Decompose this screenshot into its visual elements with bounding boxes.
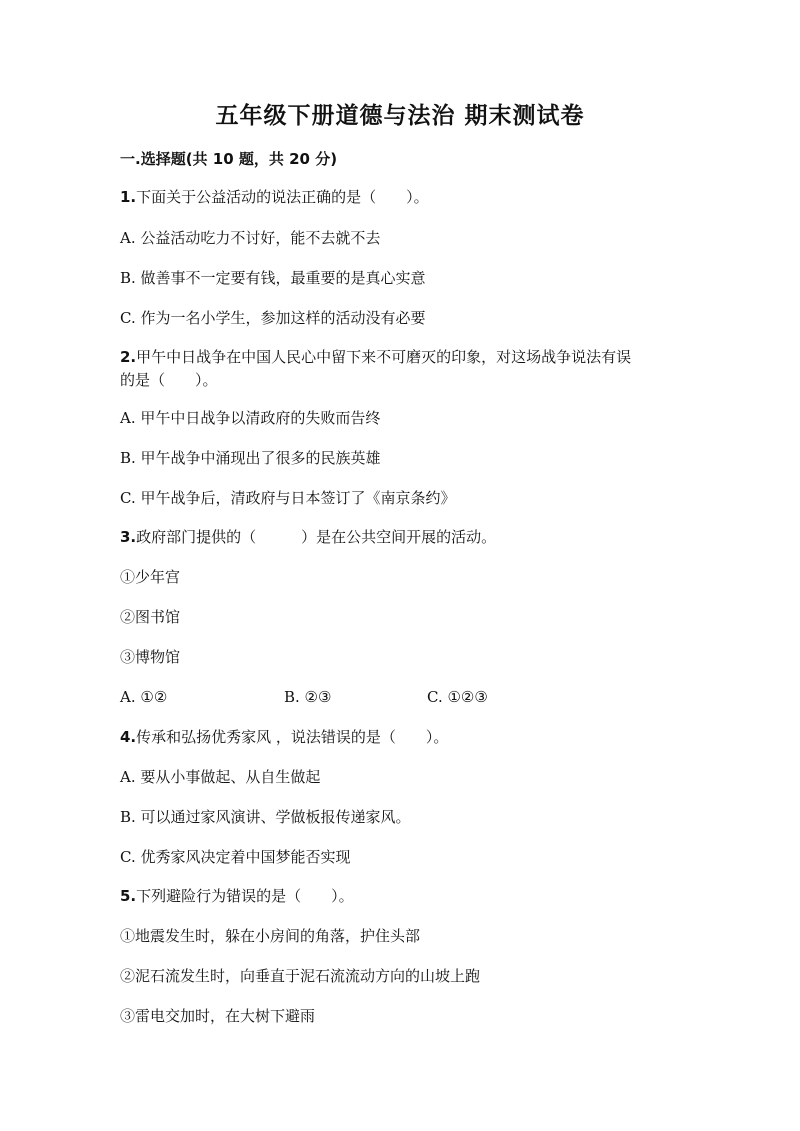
- question-number: 5.: [120, 887, 137, 905]
- question-3: [120, 527, 496, 548]
- question-number: 2.: [120, 348, 137, 366]
- question-2-option-a: A. 甲午中日战争以清政府的失败而告终: [120, 409, 381, 427]
- section-heading: 一.选择题(共 10 题，共 20 分): [120, 150, 338, 168]
- question-number: 1.: [120, 188, 137, 206]
- question-4: [120, 727, 448, 748]
- question-stem: 传承和弘扬优秀家风 ，说法错误的是（ ）。: [136, 728, 449, 746]
- question-stem: 甲午中日战争在中国人民心中留下来不可磨灭的印象，对这场战争说法有误: [136, 348, 632, 366]
- question-stem: 政府部门提供的（ ）是在公共空间开展的活动。: [136, 528, 497, 546]
- question-5-item-1: ①地震发生时，躲在小房间的角落，护住头部: [120, 927, 421, 945]
- question-1: [120, 187, 429, 208]
- question-2-stem-continued: 的是（ ）。: [120, 371, 218, 389]
- question-3-option-c: C. ①②③: [427, 688, 488, 706]
- question-number: 3.: [120, 528, 137, 546]
- question-4-option-c: C. 优秀家风决定着中国梦能否实现: [120, 848, 351, 866]
- question-1-option-b: B. 做善事不一定要有钱，最重要的是真心实意: [120, 269, 426, 287]
- question-4-option-b: B. 可以通过家风演讲、学做板报传递家风。: [120, 808, 411, 826]
- question-3-item-3: ③博物馆: [120, 648, 181, 666]
- question-5: [120, 886, 354, 907]
- question-3-item-2: ②图书馆: [120, 608, 181, 626]
- question-3-option-a: A. ①②: [120, 688, 168, 706]
- question-5-item-2: ②泥石流发生时，向垂直于泥石流流动方向的山坡上跑: [120, 967, 481, 985]
- page-title: 五年级下册道德与法治 期末测试卷: [215, 103, 585, 129]
- question-3-option-b: B. ②③: [284, 688, 332, 706]
- question-stem: 下面关于公益活动的说法正确的是（ ）。: [136, 188, 429, 206]
- question-3-item-1: ①少年宫: [120, 568, 181, 586]
- question-5-item-3: ③雷电交加时，在大树下避雨: [120, 1007, 316, 1025]
- question-4-option-a: A. 要从小事做起、从自生做起: [120, 768, 321, 786]
- question-1-option-c: C. 作为一名小学生，参加这样的活动没有必要: [120, 309, 426, 327]
- question-2-option-c: C. 甲午战争后，清政府与日本签订了《南京条约》: [120, 489, 456, 507]
- question-number: 4.: [120, 728, 137, 746]
- question-stem: 下列避险行为错误的是（ ）。: [136, 887, 354, 905]
- question-2-option-b: B. 甲午战争中涌现出了很多的民族英雄: [120, 449, 381, 467]
- question-1-option-a: A. 公益活动吃力不讨好，能不去就不去: [120, 229, 381, 247]
- question-2: [120, 347, 631, 368]
